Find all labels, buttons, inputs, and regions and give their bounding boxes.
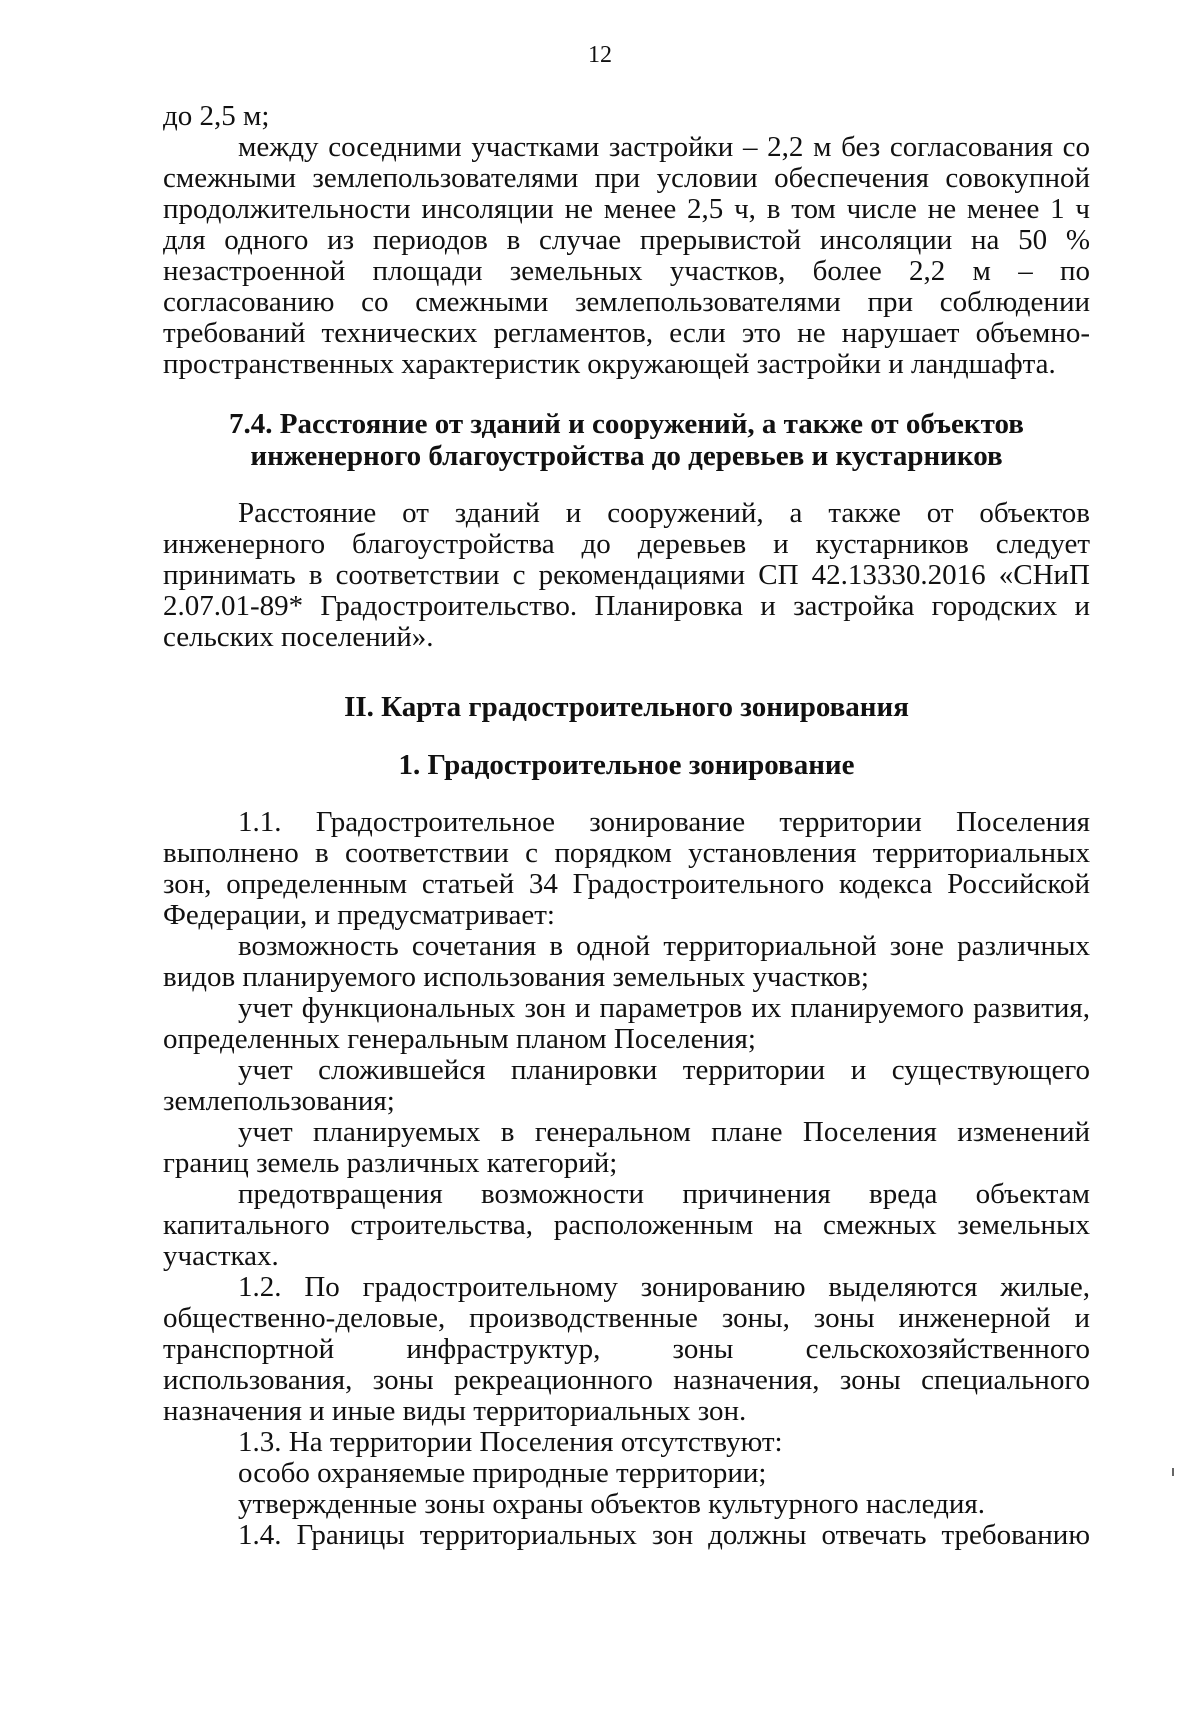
paragraph: между соседними участками застройки – 2,2 м без согласования со смежными землепользователями при условии обеспечения совокупной продолжительности инсоляции не менее 2,5 ч, в том числе не менее 1 ч для одного из периодов в случае прерывистой инсоляции на 50 % незастроенной площади земельных участков, более 2,2 м – по согласованию со смежными землепользователями при соблюдении требований технических регламентов, если это не нарушает объемно-пространственных характеристик окружающей застройки и ландшафта. (163, 131, 1090, 380)
paragraph: 1.3. На территории Поселения отсутствуют: (238, 1426, 783, 1458)
paragraph: предотвращения возможности причинения вреда объектам капитального строительства, расположенным на смежных земельных участках. (163, 1178, 1090, 1272)
document-body (163, 101, 1090, 1551)
page-number: 12 (588, 42, 612, 68)
section-heading-7-4 (163, 408, 1090, 472)
paragraph: учет сложившейся планировки территории и существующего землепользования; (163, 1054, 1090, 1117)
paragraph: возможность сочетания в одной территориальной зоне различных видов планируемого использования земельных участков; (163, 930, 1090, 993)
heading-line: инженерного благоустройства до деревьев и кустарников (250, 440, 1003, 472)
paragraph: до 2,5 м; (163, 100, 270, 132)
part-heading: II. Карта градостроительного зонирования (344, 691, 909, 723)
paragraph: учет планируемых в генеральном плане Поселения изменений границ земель различных категорий; (163, 1116, 1090, 1179)
paragraph: Расстояние от зданий и сооружений, а также от объектов инженерного благоустройства до деревьев и кустарников следует принимать в соответствии с рекомендациями СП 42.13330.2016 «СНиП 2.07.01-89* Градостроительство. Планировка и застройка городских и сельских поселений». (163, 497, 1090, 653)
paragraph: 1.1. Градостроительное зонирование территории Поселения выполнено в соответствии с порядком установления территориальных зон, определенным статьей 34 Градостроительного кодекса Российской Федерации, и предусматривает: (163, 806, 1090, 931)
scan-mark (1172, 1468, 1174, 1476)
section-heading: 1. Градостроительное зонирование (398, 749, 855, 781)
paragraph: 1.4. Границы территориальных зон должны отвечать требованию (238, 1519, 1090, 1551)
paragraph: учет функциональных зон и параметров их планируемого развития, определенных генеральным планом Поселения; (163, 992, 1090, 1055)
paragraph: утвержденные зоны охраны объектов культурного наследия. (238, 1488, 985, 1520)
paragraph: особо охраняемые природные территории; (238, 1457, 767, 1489)
paragraph: 1.2. По градостроительному зонированию выделяются жилые, общественно-деловые, производственные зоны, зоны инженерной и транспортной инфраструктур, зоны сельскохозяйственного использования, зоны рекреационного назначения, зоны специального назначения и иные виды территориальных зон. (163, 1271, 1090, 1427)
heading-line: 7.4. Расстояние от зданий и сооружений, а также от объектов (229, 408, 1024, 440)
